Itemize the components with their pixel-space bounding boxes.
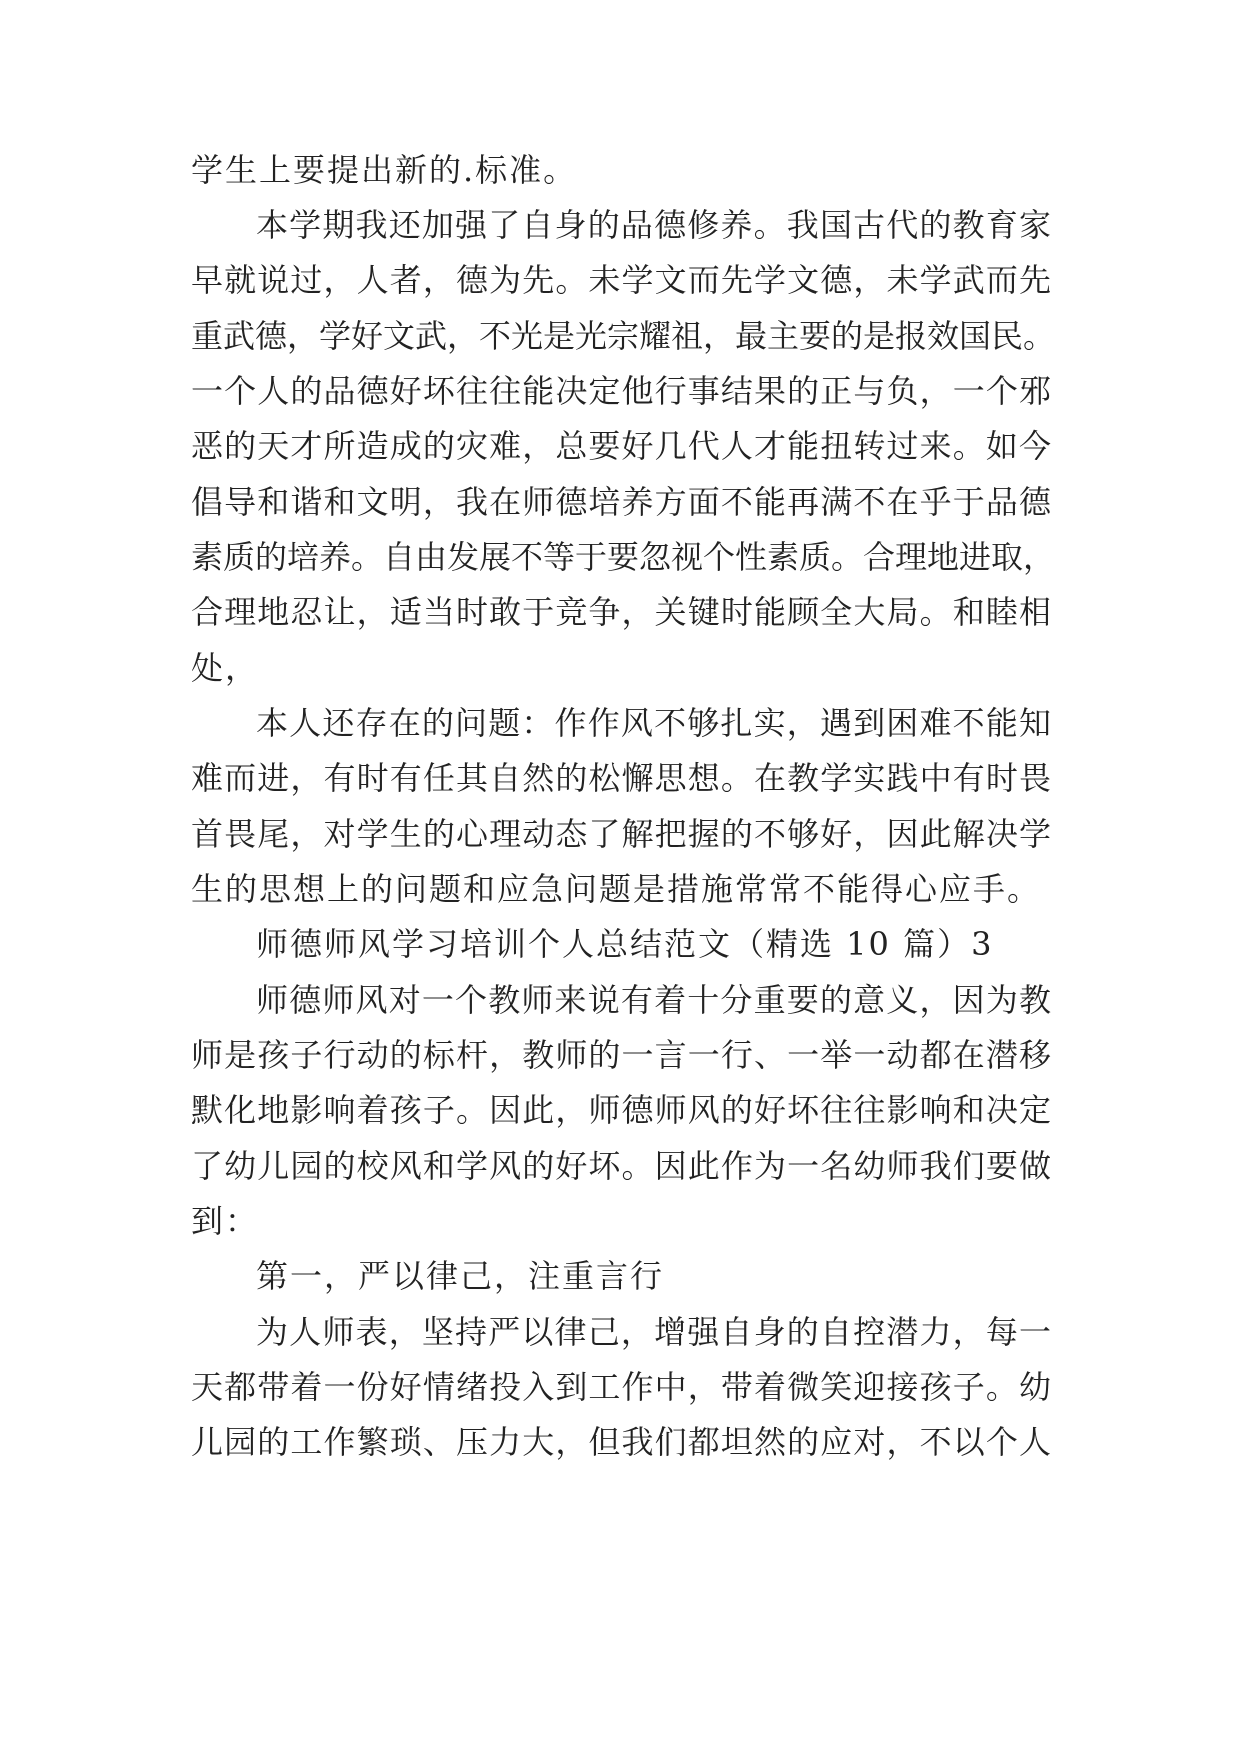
text-line: 处， — [191, 649, 260, 687]
text-line: 天都带着一份好情绪投入到工作中，带着微笑迎接孩子。幼 — [191, 1368, 1051, 1406]
text-line: 到： — [191, 1202, 260, 1240]
text-line: 了幼儿园的校风和学风的好坏。因此作为一名幼师我们要做 — [191, 1147, 1051, 1185]
text-line: 学生上要提出新的.标准。 — [191, 151, 578, 189]
text-line: 重武德，学好文武，不光是光宗耀祖，最主要的是报效国民。 — [191, 317, 1056, 355]
text-line: 素质的培养。自由发展不等于要忽视个性素质。合理地进取， — [191, 538, 1056, 576]
text-line: 默化地影响着孩子。因此，师德师风的好坏往往影响和决定 — [191, 1091, 1051, 1129]
text-line: 本学期我还加强了自身的品德修养。我国古代的教育家 — [256, 206, 1051, 244]
text-line: 为人师表，坚持严以律己，增强自身的自控潜力，每一 — [256, 1313, 1051, 1351]
text-line: 早就说过，人者，德为先。未学文而先学文德，未学武而先 — [191, 261, 1051, 299]
text-line: 师是孩子行动的标杆，教师的一言一行、一举一动都在潜移 — [191, 1036, 1051, 1074]
section-heading: 师德师风学习培训个人总结范文（精选 10 篇）3 — [256, 925, 994, 963]
text-line: 恶的天才所造成的灾难，总要好几代人才能扭转过来。如今 — [191, 427, 1051, 465]
text-line: 师德师风对一个教师来说有着十分重要的意义，因为教 — [256, 981, 1051, 1019]
text-line: 首畏尾，对学生的心理动态了解把握的不够好，因此解决学 — [191, 815, 1051, 853]
text-line: 合理地忍让，适当时敢于竞争，关键时能顾全大局。和睦相 — [191, 593, 1051, 631]
text-line: 难而进，有时有任其自然的松懈思想。在教学实践中有时畏 — [191, 759, 1051, 797]
text-line: 一个人的品德好坏往往能决定他行事结果的正与负，一个邪 — [191, 372, 1051, 410]
text-line: 倡导和谐和文明，我在师德培养方面不能再满不在乎于品德 — [191, 483, 1051, 521]
subheading: 第一，严以律己，注重言行 — [256, 1257, 665, 1295]
text-line: 生的思想上的问题和应急问题是措施常常不能得心应手。 — [191, 870, 1042, 908]
text-line: 儿园的工作繁琐、压力大，但我们都坦然的应对，不以个人 — [191, 1423, 1051, 1461]
text-line: 本人还存在的问题：作作风不够扎实，遇到困难不能知 — [256, 704, 1051, 742]
